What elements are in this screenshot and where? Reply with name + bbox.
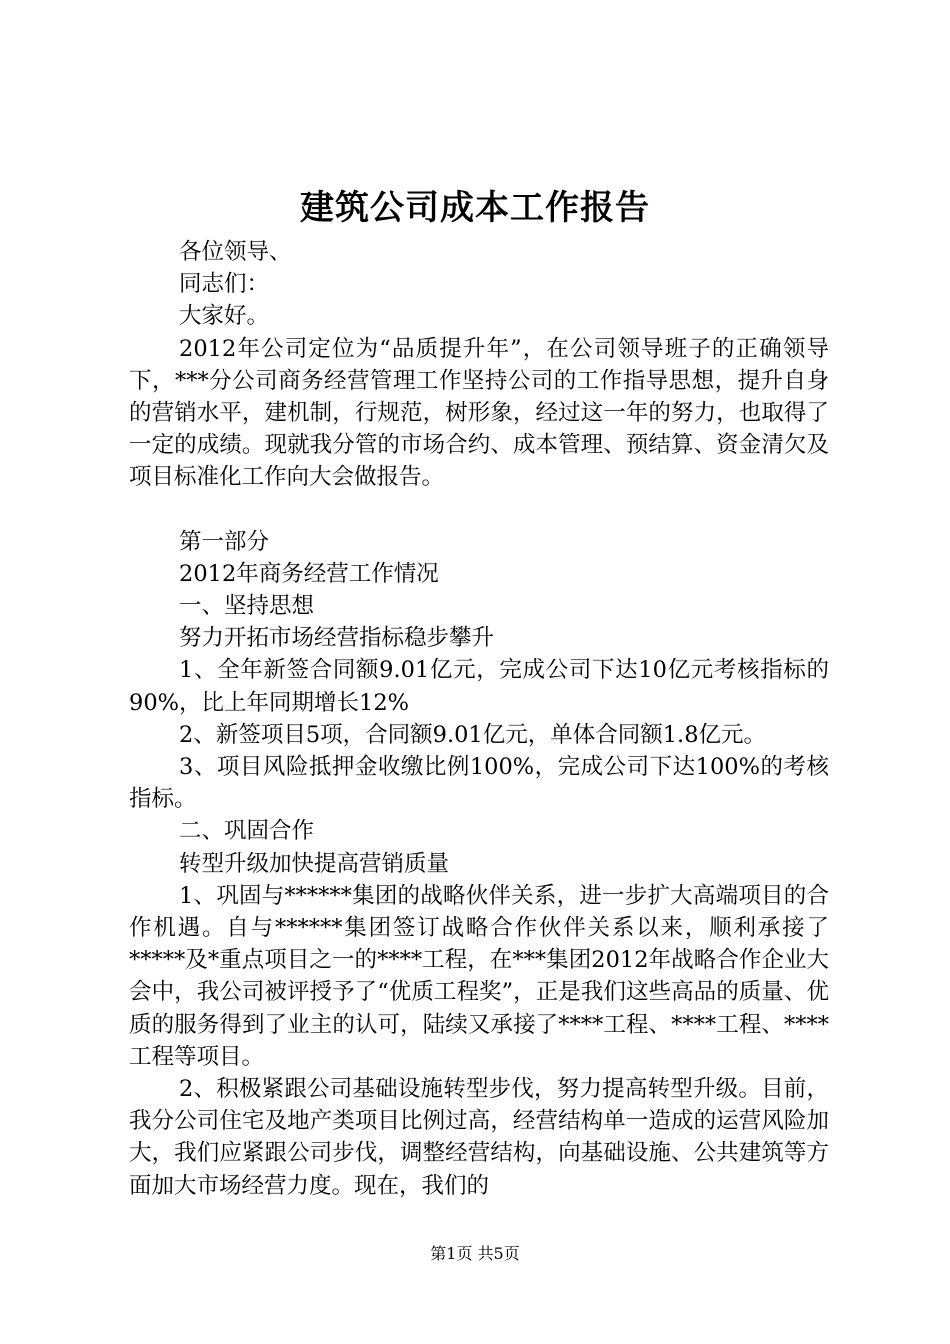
heading-item-one-subtitle: 努力开拓市场经营指标稳步攀升 <box>179 625 495 652</box>
salutation-leaders: 各位领导、 <box>179 239 292 265</box>
section-subheading: 2012年商务经营工作情况 <box>179 560 439 587</box>
greeting: 大家好。 <box>179 303 270 330</box>
list-item: 1、全年新签合同额9.01亿元，完成公司下达10亿元考核指标的90%，比上年同期增长12% <box>129 657 829 716</box>
salutation-comrades: 同志们： <box>179 271 270 298</box>
intro-paragraph: 2012年公司定位为“品质提升年”，在公司领导班子的正确领导下，***分公司商务经营管理工作坚持公司的工作指导思想，提升自身的营销水平，建机制，行规范，树形象，经过这一年的努力，也取得了一定的成绩。现就我分管的市场合约、成本管理、预结算、资金清欠及项目标准化工作向大会做报告。 <box>129 335 829 491</box>
page-number-footer: 第1页 共5页 <box>430 1244 520 1263</box>
document-title: 建筑公司成本工作报告 <box>300 188 650 228</box>
section-heading-part-one: 第一部分 <box>179 528 270 555</box>
list-item: 3、项目风险抵押金收缴比例100%，完成公司下达100%的考核指标。 <box>129 754 829 813</box>
list-item: 2、新签项目5项，合同额9.01亿元，单体合同额1.8亿元。 <box>179 721 767 748</box>
document-body <box>129 236 829 1202</box>
heading-item-two: 二、巩固合作 <box>179 818 315 845</box>
list-item: 2、积极紧跟公司基础设施转型步伐，努力提高转型升级。目前，我分公司住宅及地产类项目比例过高，经营结构单一造成的运营风险加大，我们应紧跟公司步伐，调整经营结构，向基础设施、公共建筑等方面加大市场经营力度。现在，我们的 <box>129 1076 829 1199</box>
heading-item-two-subtitle: 转型升级加快提高营销质量 <box>179 850 450 877</box>
list-item: 1、巩固与******集团的战略伙伴关系，进一步扩大高端项目的合作机遇。自与******集团签订战略合作伙伴关系以来，顺利承接了*****及*重点项目之一的****工程，在***集团2012年战略合作企业大会中，我公司被评授予了“优质工程奖”，正是我们这些高品的质量、优质的服务得到了业主的认可，陆续又承接了****工程、****工程、****工程等项目。 <box>129 882 829 1070</box>
heading-item-one: 一、坚持思想 <box>179 593 315 620</box>
